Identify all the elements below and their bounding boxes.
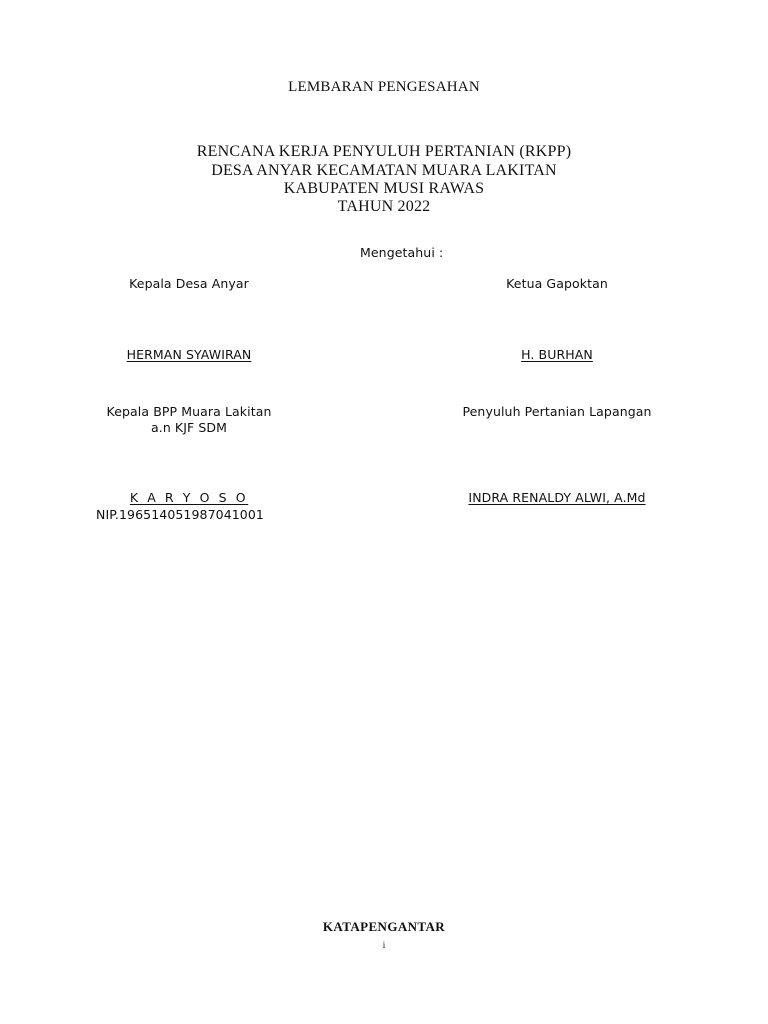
gapoktan-chair-role: Ketua Gapoktan (506, 276, 608, 291)
village-head-name: HERMAN SYAWIRAN (126, 347, 252, 362)
bpp-head-role-subline: a.n KJF SDM (150, 420, 228, 435)
document-title-line-1: RENCANA KERJA PENYULUH PERTANIAN (RKPP) (196, 143, 572, 160)
acknowledged-label: Mengetahui : (360, 245, 444, 260)
bpp-head-role: Kepala BPP Muara Lakitan (106, 404, 272, 419)
page-heading: LEMBARAN PENGESAHAN (288, 79, 480, 95)
field-extension-officer-role: Penyuluh Pertanian Lapangan (462, 404, 652, 419)
bpp-head-nip: NIP.196514051987041001 (96, 507, 264, 522)
page-number: i (382, 940, 386, 950)
next-section-heading: KATAPENGANTAR (322, 919, 446, 934)
field-extension-officer-name: INDRA RENALDY ALWI, A.Md (468, 490, 646, 505)
bpp-head-name: K A R Y O S O (129, 490, 249, 505)
village-head-role: Kepala Desa Anyar (129, 276, 249, 291)
document-title-line-2: DESA ANYAR KECAMATAN MUARA LAKITAN (211, 162, 557, 179)
document-title-line-3: KABUPATEN MUSI RAWAS (283, 180, 485, 197)
document-title-line-4: TAHUN 2022 (337, 198, 431, 215)
gapoktan-chair-name: H. BURHAN (521, 347, 593, 362)
